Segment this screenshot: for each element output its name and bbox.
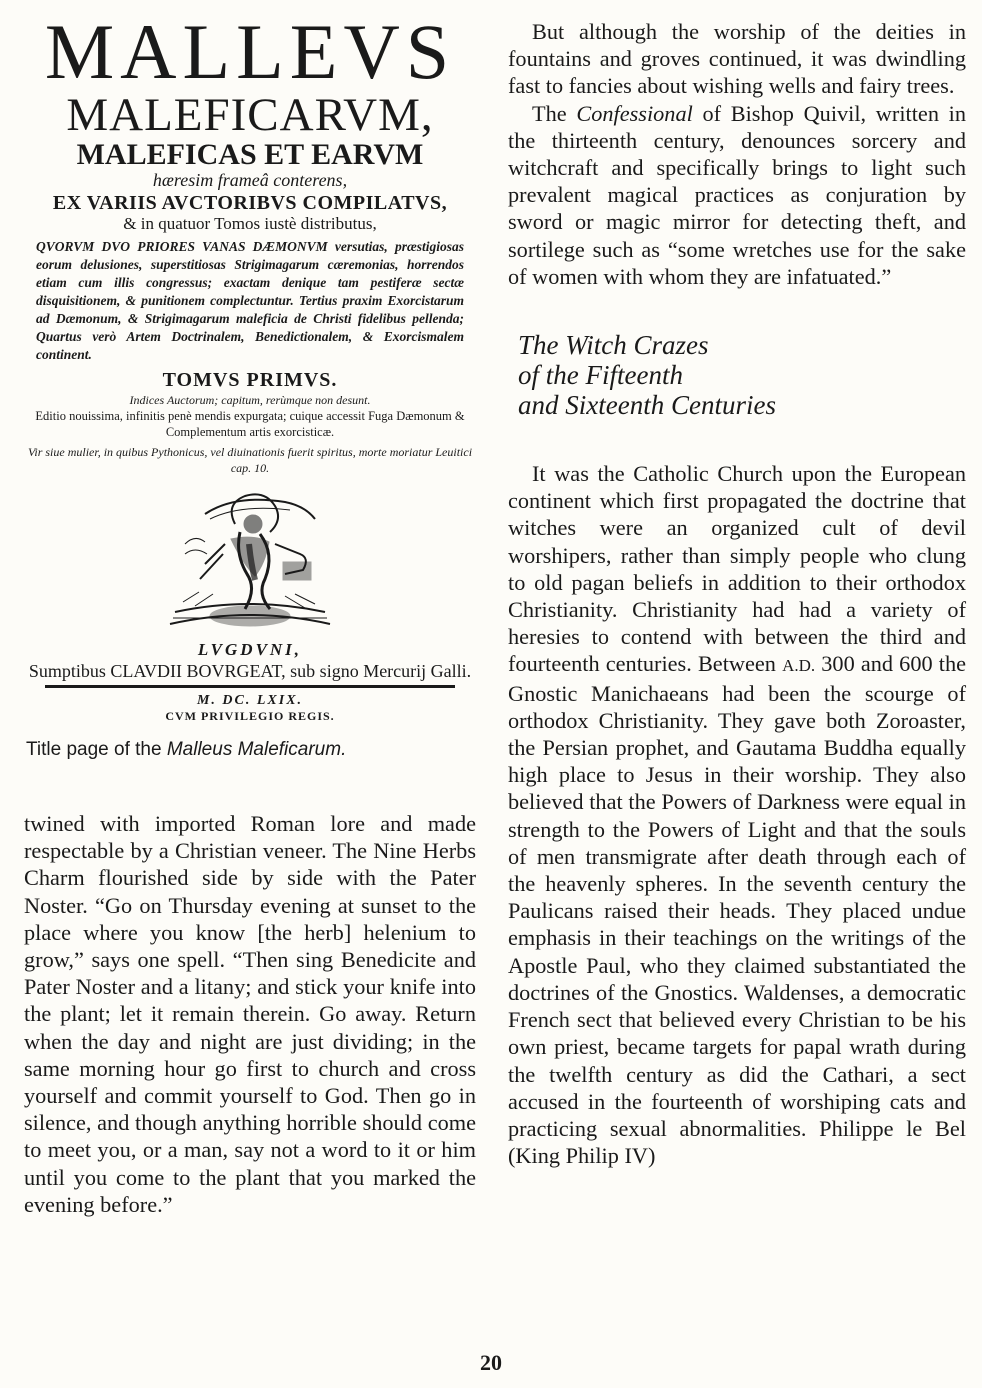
church-text-before: It was the Catholic Church upon the European continent which first propagated the doctrine that witches were an organized cult of devil worshipers, rather than simply people who clung to old pagan beliefs in addition to their orthodox Christianity. Christianity had had a variety of heresies to contend with between the third and fourteenth centuries. Between xyxy=(508,461,966,677)
section-heading-line-1: The Witch Crazes xyxy=(518,330,709,361)
title-line-maleficarum: MALEFICARVM, xyxy=(66,89,434,141)
right-column xyxy=(508,18,966,1169)
paragraph-wishing-wells: But although the worship of the deities in fountains and groves continued, it was dwindling fast to fancies about wishing wells and fairy trees. xyxy=(508,19,966,99)
paragraph-catholic-church xyxy=(508,460,966,1169)
church-text-after: 300 and 600 the Gnostic Manichaeans had been the scourge of orthodox Christianity. They gave both Zoroaster, the Persian prophet, and Gautama Buddha equally high place to Jesus in their worship. They also believed that the Powers of Darkness were equal in strength to the Powers of Light and that the souls of men transmigrate after death through each of the heavenly spheres. In the seventh century the Paulicans raised their heads. They placed undue emphasis in their teachings on the writings of the Apostle Paul, who they claimed substantiated the doctrines of the Gnostics. Waldenses, a democratic French sect that believed every Christian to be his own priest, became targets for papal wrath during the twelfth century as did the Cathari, a sect accused in the fourteenth of worshiping cats and practicing sexual abnormalities. Philippe le Bel (King Philip IV) xyxy=(508,651,966,1169)
confessional-title: Confessional xyxy=(576,100,693,126)
left-column xyxy=(24,8,476,1218)
page-number: 20 xyxy=(480,1350,502,1375)
title-page-plate xyxy=(24,8,476,724)
left-body-paragraph: twined with imported Roman lore and made respectable by a Christian veneer. The Nine Herbs Charm flourished side by side with the Pater Noster. “Go on Thursday evening at sunset to the place where you know [the herb] helenium to grow,” says one spell. “Then sing Benedicite and Pater Noster and a litany; and stick your knife into the plant; let it remain therein. Go away. Return when the day and night are just dividing; in the same morning hour go first to church and cross yourself and commit yourself to God. Then go in silence, and though anything horrible should come to meet you, or a man, say not a word to it or him until you come to the plant that you marked the evening before.” xyxy=(24,811,476,1217)
title-tomus-primus: TOMVS PRIMVS. xyxy=(162,369,338,391)
confessional-after: of Bishop Quivil, written in the thirteenth century, denounces sorcery and witchcraft and specifically brings to light such prevalent magical practices as conjuration by sword or magic mirror for detecting theft, and sortilege such as “some wretches use for the sake of women with whom they are infatuated.” xyxy=(508,100,966,289)
title-vir-quote: Vir siue mulier, in quibus Pythonicus, vel diuinationis fuerit spiritus, morte moriatur Leuitici cap. 10. xyxy=(27,445,473,475)
section-heading xyxy=(518,330,966,420)
title-line-malleus: MALLEVS xyxy=(44,8,456,95)
title-editio: Editio nouissima, infinitis penè mendis expurgata; cuique accessit Fuga Dæmonum & Complementum artis exorcisticæ. xyxy=(35,409,465,439)
era-smallcaps: A.D. xyxy=(782,656,816,676)
title-imprint-year: M. DC. LXIX. xyxy=(196,693,304,708)
title-line-haeresim: hæresim frameâ conterens, xyxy=(152,170,348,190)
figure-caption xyxy=(26,738,476,762)
confessional-before: The xyxy=(532,100,577,126)
title-line-compilatus: EX VARIIS AVCTORIBVS COMPILATVS, xyxy=(52,192,448,214)
title-imprint-publisher: Sumptibus CLAVDII BOVRGEAT, sub signo Mercurij Galli. xyxy=(28,661,472,681)
caption-prefix: Title page of the xyxy=(26,739,167,760)
printers-mark-engraving xyxy=(165,484,335,634)
title-line-tomos: & in quatuor Tomos iustè distributus, xyxy=(123,214,377,233)
title-line-maleficas: MALEFICAS ET EARVM xyxy=(76,138,424,171)
paragraph-confessional xyxy=(508,100,966,290)
title-imprint-city: LVGDVNI, xyxy=(197,640,303,659)
section-heading-line-2: of the Fifteenth xyxy=(518,360,683,391)
title-rule xyxy=(45,685,455,688)
title-indices: Indices Auctorum; capitum, rerùmque non desunt. xyxy=(129,393,371,407)
caption-title: Malleus Maleficarum. xyxy=(166,739,347,760)
section-heading-line-3: and Sixteenth Centuries xyxy=(518,390,776,421)
title-description-block: QVORVM DVO PRIORES VANAS DÆMONVM versutias, præstigiosas eorum delusiones, superstitiosas Strigimagarum cæremonias, horrendos etiam cum illis congressus; exactam denique tam pestiferæ sectæ disquisitionem, & punitionem complectuntur. Tertius praxim Exorcistarum ad Dæmonum, & Strigimagarum maleficia de Christi fidelibus pellenda; Quartus verò Artem Doctrinalem, Benedictionalem, & Exorcismalem continent. xyxy=(36,239,464,362)
title-privilege: CVM PRIVILEGIO REGIS. xyxy=(165,709,335,723)
